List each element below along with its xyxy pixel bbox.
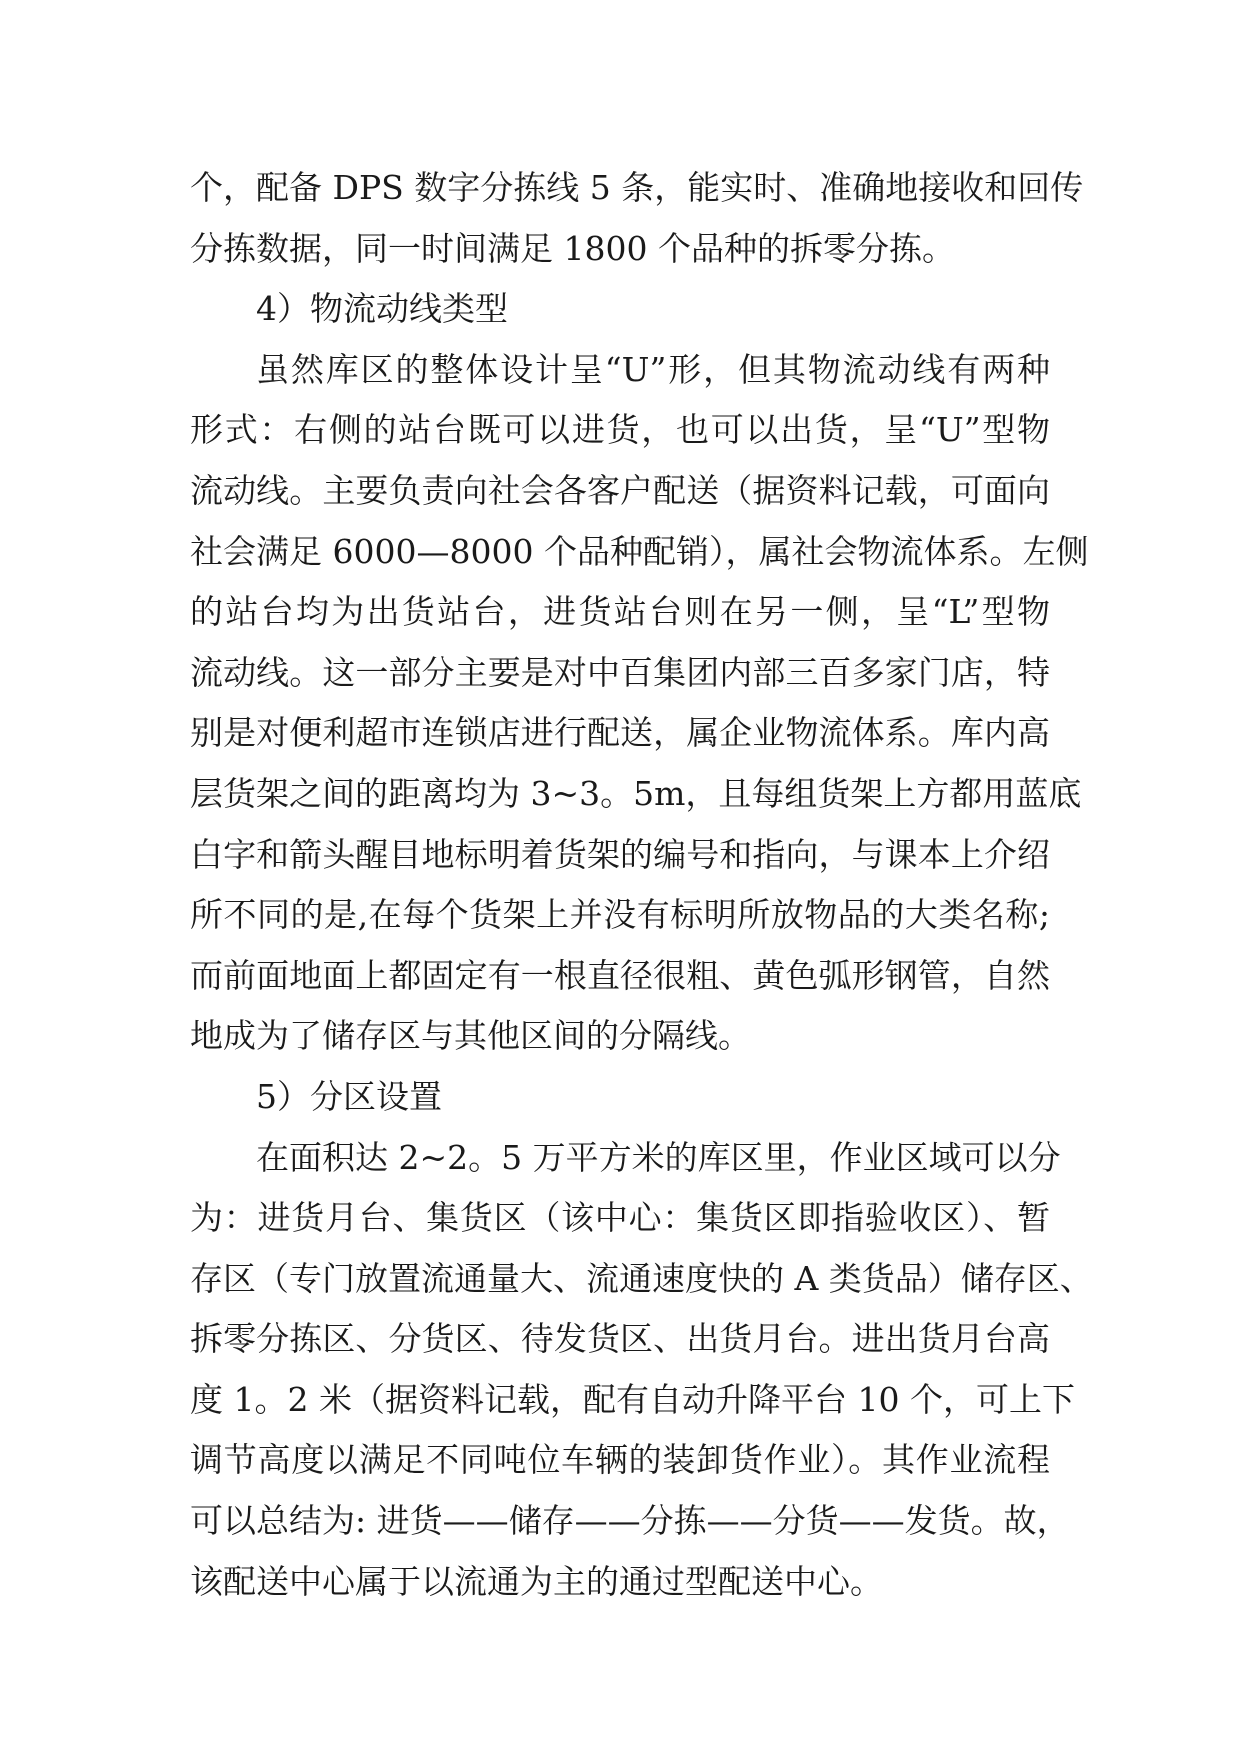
text-line: 可以总结为: 进货——储存——分拣——分货——发货。故，	[190, 1501, 1070, 1541]
text-line: 调节高度以满足不同吨位车辆的装卸货作业）。其作业流程	[190, 1440, 1050, 1480]
paragraph-start: 虽然库区的整体设计呈“U”形，但其物流动线有两种	[256, 349, 1050, 389]
text-line: 而前面地面上都固定有一根直径很粗、黄色弧形钢管，自然	[190, 955, 1050, 995]
text-line: 流动线。主要负责向社会各客户配送（据资料记载，可面向	[190, 470, 1050, 510]
text-line: 的站台均为出货站台，进货站台则在另一侧，呈“L”型物	[190, 592, 1050, 632]
text-line: 形式：右侧的站台既可以进货，也可以出货，呈“U”型物	[190, 410, 1050, 450]
text-line: 别是对便利超市连锁店进行配送，属企业物流体系。库内高	[190, 713, 1050, 753]
text-line: 存区（专门放置流通量大、流通速度快的 A 类货品）储存区、	[190, 1258, 1093, 1298]
text-line: 该配送中心属于以流通为主的通过型配送中心。	[190, 1561, 883, 1601]
text-line: 为：进货月台、集货区（该中心：集货区即指验收区）、暂	[190, 1198, 1050, 1238]
text-line: 度 1。2 米（据资料记载，配有自动升降平台 10 个，可上下	[190, 1379, 1075, 1419]
text-line: 层货架之间的距离均为 3~3。5m，且每组货架上方都用蓝底	[190, 773, 1082, 813]
section-heading-logistics-flow: 4）物流动线类型	[256, 289, 508, 329]
text-line: 拆零分拣区、分货区、待发货区、出货月台。进出货月台高	[190, 1319, 1050, 1359]
text-line: 个，配备 DPS 数字分拣线 5 条，能实时、准确地接收和回传	[190, 168, 1084, 207]
text-line: 地成为了储存区与其他区间的分隔线。	[190, 1016, 751, 1056]
text-line: 所不同的是,在每个货架上并没有标明所放物品的大类名称;	[190, 895, 1050, 935]
text-line: 流动线。这一部分主要是对中百集团内部三百多家门店，特	[190, 652, 1050, 692]
text-line: 分拣数据，同一时间满足 1800 个品种的拆零分拣。	[190, 228, 955, 268]
text-line: 白字和箭头醒目地标明着货架的编号和指向，与课本上介绍	[190, 834, 1050, 874]
paragraph-start: 在面积达 2~2。5 万平方米的库区里，作业区域可以分	[256, 1137, 1061, 1177]
text-line: 社会满足 6000—8000 个品种配销），属社会物流体系。左侧	[190, 531, 1089, 571]
body-text	[190, 158, 1093, 1612]
section-heading-zoning: 5）分区设置	[256, 1076, 442, 1116]
